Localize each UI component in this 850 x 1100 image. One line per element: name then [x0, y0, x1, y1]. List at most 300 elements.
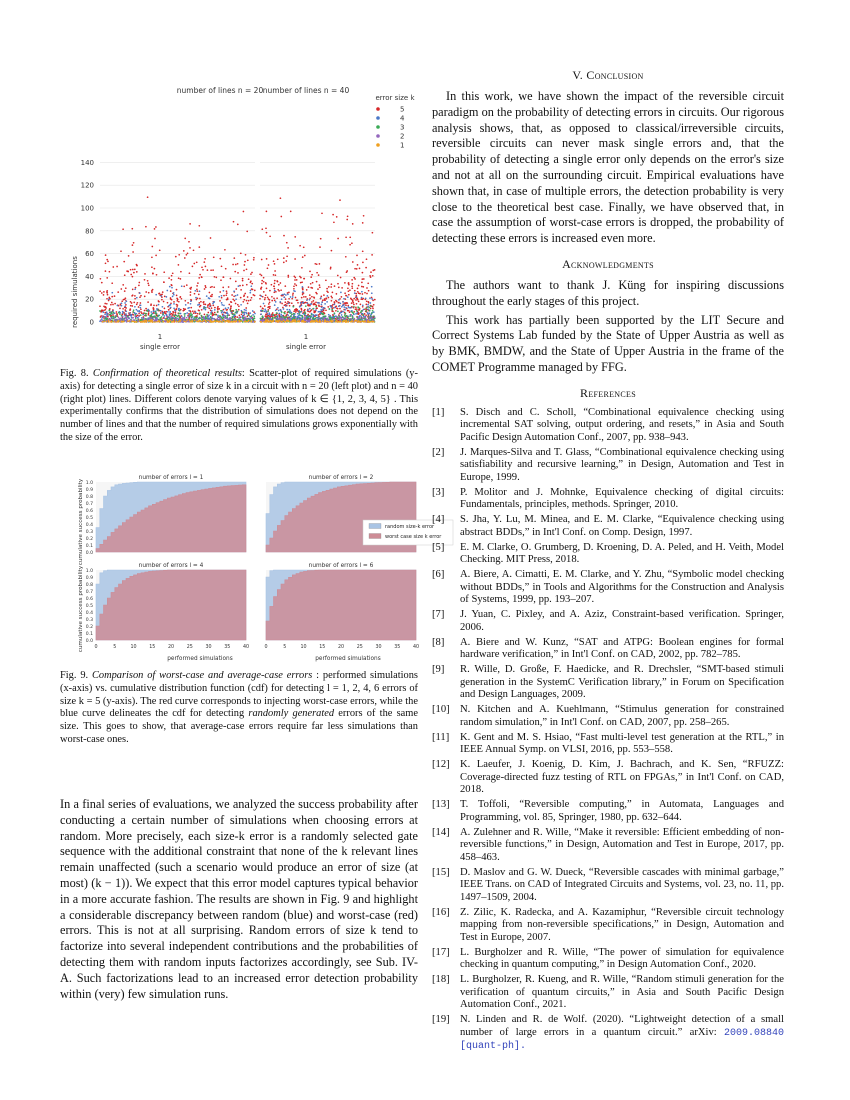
legend-marker: [376, 143, 380, 147]
scatter-point: [338, 317, 340, 319]
scatter-point: [203, 303, 205, 305]
scatter-point: [140, 321, 142, 323]
x-axis-label: performed simulations: [315, 656, 381, 662]
scatter-point: [293, 310, 295, 312]
scatter-point: [360, 304, 362, 306]
scatter-point: [146, 320, 148, 322]
scatter-point: [353, 321, 355, 323]
reference-number: [14]: [432, 826, 450, 838]
scatter-point: [352, 302, 354, 304]
scatter-point: [173, 294, 175, 296]
scatter-point: [245, 307, 247, 309]
scatter-point: [156, 274, 158, 276]
reference-item: [432, 514, 784, 539]
scatter-point: [353, 298, 355, 300]
x-tick-label: 15: [319, 645, 326, 650]
scatter-point: [111, 282, 113, 284]
scatter-point: [188, 307, 190, 309]
scatter-point: [367, 321, 369, 323]
scatter-point: [249, 292, 251, 294]
reference-item: [432, 827, 784, 865]
scatter-point: [328, 297, 330, 299]
x-tick-label: 10: [130, 645, 137, 650]
reference-item: [432, 799, 784, 824]
scatter-point: [247, 303, 249, 305]
scatter-point: [293, 285, 295, 287]
scatter-point: [232, 264, 234, 266]
scatter-point: [319, 320, 321, 322]
scatter-point: [218, 308, 220, 310]
scatter-point: [356, 317, 358, 319]
scatter-point: [105, 254, 107, 256]
scatter-point: [104, 303, 106, 305]
scatter-point: [178, 301, 180, 303]
scatter-point: [132, 251, 134, 253]
scatter-point: [144, 279, 146, 281]
scatter-point: [245, 309, 247, 311]
scatter-point: [178, 315, 180, 317]
scatter-point: [192, 266, 194, 268]
scatter-point: [331, 297, 333, 299]
scatter-point: [336, 317, 338, 319]
scatter-point: [109, 271, 111, 273]
scatter-point: [356, 310, 358, 312]
scatter-point: [238, 285, 240, 287]
scatter-point: [371, 298, 373, 300]
scatter-point: [303, 313, 305, 315]
scatter-point: [252, 314, 254, 316]
scatter-point: [198, 225, 200, 227]
scatter-point: [172, 296, 174, 298]
scatter-point: [357, 288, 359, 290]
scatter-point: [293, 306, 295, 308]
scatter-point: [191, 316, 193, 318]
scatter-point: [326, 317, 328, 319]
scatter-point: [128, 317, 130, 319]
scatter-point: [259, 298, 261, 300]
scatter-point: [194, 290, 196, 292]
scatter-point: [116, 311, 118, 313]
y-tick-label: 0.8: [85, 582, 93, 588]
reference-number: [12]: [432, 759, 450, 771]
scatter-point: [270, 318, 272, 320]
scatter-point: [290, 296, 292, 298]
scatter-point: [106, 303, 108, 305]
scatter-point: [273, 274, 275, 276]
scatter-point: [322, 318, 324, 320]
caption-italic: randomly generated: [248, 708, 335, 720]
scatter-point: [351, 242, 353, 244]
scatter-point: [169, 286, 171, 288]
scatter-point: [146, 313, 148, 315]
scatter-point: [347, 317, 349, 319]
scatter-point: [328, 308, 330, 310]
scatter-point: [369, 275, 371, 277]
scatter-point: [129, 312, 131, 314]
y-tick-label: 0.4: [85, 522, 93, 528]
scatter-point: [107, 294, 109, 296]
x-tick-label: 30: [205, 645, 212, 650]
reference-text: S. Disch and C. Scholl, “Combinational equivalence checking using incremental SAT solving, output ordering, and resets,” in Asia and South Pacific Design Automation Conf., 2007, pp. 938–943.: [460, 406, 784, 443]
scatter-point: [214, 312, 216, 314]
scatter-point: [234, 318, 236, 320]
scatter-point: [338, 305, 340, 307]
scatter-point: [251, 297, 253, 299]
scatter-point: [231, 312, 233, 314]
scatter-point: [156, 305, 158, 307]
y-tick-label: 0.7: [85, 501, 93, 507]
scatter-point: [231, 294, 233, 296]
scatter-point: [264, 308, 266, 310]
scatter-point: [307, 321, 309, 323]
scatter-point: [209, 305, 211, 307]
scatter-point: [221, 312, 223, 314]
scatter-point: [176, 304, 178, 306]
scatter-point: [190, 303, 192, 305]
scatter-point: [176, 298, 178, 300]
scatter-point: [289, 312, 291, 314]
scatter-point: [175, 312, 177, 314]
scatter-point: [202, 269, 204, 271]
scatter-point: [106, 298, 108, 300]
scatter-point: [267, 296, 269, 298]
scatter-point: [213, 256, 215, 258]
scatter-point: [124, 290, 126, 292]
reference-item: [432, 664, 784, 702]
scatter-point: [267, 267, 269, 269]
scatter-point: [336, 307, 338, 309]
y-tick-label: 100: [80, 204, 94, 213]
scatter-point: [370, 305, 372, 307]
reference-text: N. Linden and R. de Wolf. (2020). “Lightweight detection of a small number of large errors in a quantum circuit.” arXiv: 2009.08840 [quant-ph].: [460, 1014, 784, 1053]
scatter-point: [160, 310, 162, 312]
scatter-point: [201, 309, 203, 311]
scatter-point: [205, 309, 207, 311]
scatter-point: [330, 286, 332, 288]
scatter-point: [315, 309, 317, 311]
y-tick-label: 0.1: [85, 631, 93, 637]
reference-item: [432, 609, 784, 634]
scatter-point: [234, 300, 236, 302]
scatter-point: [233, 221, 235, 223]
scatter-point: [362, 272, 364, 274]
scatter-point: [203, 261, 205, 263]
scatter-point: [266, 258, 268, 260]
scatter-point: [369, 313, 371, 315]
scatter-point: [260, 295, 262, 297]
reference-list: [432, 407, 784, 1054]
scatter-point: [136, 297, 138, 299]
scatter-point: [266, 211, 268, 213]
scatter-point: [198, 320, 200, 322]
scatter-point: [231, 321, 233, 323]
caption-text: errors of the same size. This goes to show, that average-case errors require far less simulations than worst-case ones.: [60, 708, 418, 745]
scatter-point: [226, 292, 228, 294]
scatter-point: [295, 309, 297, 311]
scatter-point: [268, 264, 270, 266]
scatter-point: [318, 302, 320, 304]
scatter-point: [244, 321, 246, 323]
scatter-point: [264, 297, 266, 299]
scatter-point: [159, 321, 161, 323]
scatter-point: [294, 258, 296, 260]
scatter-point: [314, 314, 316, 316]
scatter-point: [167, 302, 169, 304]
reference-number: [19]: [432, 1014, 450, 1026]
scatter-point: [212, 269, 214, 271]
scatter-point: [369, 316, 371, 318]
scatter-point: [212, 313, 214, 315]
scatter-point: [371, 286, 373, 288]
scatter-point: [158, 309, 160, 311]
scatter-point: [328, 314, 330, 316]
scatter-point: [319, 246, 321, 248]
scatter-point: [233, 290, 235, 292]
scatter-point: [288, 292, 290, 294]
scatter-point: [166, 290, 168, 292]
scatter-point: [279, 314, 281, 316]
scatter-point: [247, 259, 249, 261]
reference-text: S. Jha, Y. Lu, M. Minea, and E. M. Clarke, “Equivalence checking using abstract BDDs,” in Int'l Conf. on Comp. Design, 1997.: [460, 514, 784, 538]
scatter-point: [349, 236, 351, 238]
scatter-point: [132, 317, 134, 319]
scatter-point: [140, 295, 142, 297]
scatter-point: [353, 318, 355, 320]
reference-item: [432, 759, 784, 797]
scatter-point: [325, 279, 327, 281]
scatter-point: [210, 237, 212, 239]
scatter-point: [166, 296, 168, 298]
scatter-point: [210, 269, 212, 271]
scatter-point: [225, 307, 227, 309]
scatter-point: [221, 316, 223, 318]
scatter-point: [224, 315, 226, 317]
x-tick-label: 1: [303, 333, 309, 341]
scatter-point: [245, 311, 247, 313]
scatter-point: [150, 311, 152, 313]
scatter-point: [309, 303, 311, 305]
panel-title: number of errors l = 2: [308, 475, 374, 481]
scatter-point: [268, 312, 270, 314]
scatter-point: [207, 306, 209, 308]
scatter-point: [358, 285, 360, 287]
scatter-point: [125, 307, 127, 309]
scatter-point: [134, 269, 136, 271]
scatter-point: [102, 311, 104, 313]
scatter-point: [318, 274, 320, 276]
scatter-point: [312, 282, 314, 284]
scatter-point: [355, 313, 357, 315]
scatter-point: [148, 314, 150, 316]
scatter-point: [204, 314, 206, 316]
reference-number: [13]: [432, 799, 450, 811]
scatter-point: [353, 306, 355, 308]
scatter-point: [286, 255, 288, 257]
scatter-point: [144, 312, 146, 314]
scatter-point: [111, 302, 113, 304]
scatter-point: [347, 316, 349, 318]
scatter-point: [335, 321, 337, 323]
scatter-point: [273, 260, 275, 262]
scatter-point: [332, 292, 334, 294]
scatter-point: [302, 256, 304, 258]
scatter-point: [243, 313, 245, 315]
scatter-point: [331, 250, 333, 252]
scatter-point: [279, 320, 281, 322]
scatter-point: [176, 300, 178, 302]
arxiv-link[interactable]: 2009.08840 [quant-ph].: [460, 1027, 784, 1053]
scatter-point: [243, 211, 245, 213]
scatter-point: [144, 273, 146, 275]
scatter-point: [114, 321, 116, 323]
scatter-point: [321, 310, 323, 312]
scatter-point: [196, 261, 198, 263]
scatter-point: [336, 216, 338, 218]
scatter-point: [270, 315, 272, 317]
scatter-point: [120, 250, 122, 252]
scatter-point: [238, 305, 240, 307]
reference-item: [432, 1014, 784, 1054]
scatter-point: [265, 294, 267, 296]
scatter-point: [223, 290, 225, 292]
scatter-point: [331, 309, 333, 311]
scatter-point: [259, 273, 261, 275]
scatter-point: [239, 317, 241, 319]
scatter-point: [199, 274, 201, 276]
scatter-point: [152, 307, 154, 309]
scatter-point: [281, 294, 283, 296]
reference-text: A. Biere and W. Kunz, “SAT and ATPG: Boolean engines for formal hardware verification,” in Int'l Conf. on CAD, 2002, pp. 782–785.: [460, 636, 784, 661]
scatter-point: [138, 313, 140, 315]
y-tick-label: 0.2: [85, 536, 93, 542]
scatter-point: [327, 306, 329, 308]
scatter-point: [169, 304, 171, 306]
scatter-point: [355, 308, 357, 310]
scatter-point: [267, 321, 269, 323]
scatter-point: [335, 310, 337, 312]
scatter-point: [136, 309, 138, 311]
scatter-point: [311, 274, 313, 276]
scatter-point: [211, 307, 213, 309]
scatter-point: [286, 309, 288, 311]
scatter-point: [350, 298, 352, 300]
scatter-point: [221, 302, 223, 304]
scatter-point: [261, 259, 263, 261]
scatter-point: [260, 310, 262, 312]
scatter-point: [272, 320, 274, 322]
scatter-point: [323, 313, 325, 315]
scatter-point: [352, 223, 354, 225]
reference-number: [8]: [432, 636, 445, 648]
scatter-point: [251, 283, 253, 285]
scatter-point: [228, 304, 230, 306]
legend-label: 1: [400, 141, 405, 150]
scatter-point: [262, 315, 264, 317]
scatter-point: [159, 249, 161, 251]
scatter-point: [349, 244, 351, 246]
scatter-point: [184, 238, 186, 240]
scatter-point: [134, 288, 136, 290]
scatter-point: [285, 316, 287, 318]
scatter-point: [162, 306, 164, 308]
scatter-point: [310, 316, 312, 318]
scatter-point: [168, 277, 170, 279]
scatter-point: [345, 256, 347, 258]
scatter-point: [319, 286, 321, 288]
scatter-point: [211, 296, 213, 298]
scatter-point: [214, 320, 216, 322]
scatter-point: [160, 320, 162, 322]
scatter-point: [173, 292, 175, 294]
scatter-point: [204, 285, 206, 287]
scatter-point: [351, 311, 353, 313]
scatter-point: [116, 266, 118, 268]
scatter-point: [357, 299, 359, 301]
scatter-point: [147, 283, 149, 285]
reference-item: [432, 907, 784, 945]
scatter-point: [371, 312, 373, 314]
scatter-point: [241, 313, 243, 315]
scatter-point: [336, 293, 338, 295]
scatter-point: [368, 290, 370, 292]
scatter-point: [342, 311, 344, 313]
scatter-point: [280, 289, 282, 291]
scatter-point: [194, 320, 196, 322]
scatter-point: [207, 304, 209, 306]
scatter-point: [371, 297, 373, 299]
scatter-point: [340, 292, 342, 294]
scatter-point: [206, 295, 208, 297]
scatter-point: [362, 314, 364, 316]
scatter-point: [350, 307, 352, 309]
scatter-point: [151, 256, 153, 258]
scatter-point: [248, 278, 250, 280]
scatter-point: [265, 283, 267, 285]
scatter-point: [117, 321, 119, 323]
scatter-point: [213, 301, 215, 303]
scatter-point: [242, 278, 244, 280]
scatter-point: [145, 315, 147, 317]
scatter-point: [319, 311, 321, 313]
scatter-point: [331, 283, 333, 285]
scatter-point: [269, 235, 271, 237]
scatter-point: [356, 255, 358, 257]
scatter-point: [223, 312, 225, 314]
scatter-point: [244, 264, 246, 266]
scatter-point: [176, 318, 178, 320]
scatter-point: [363, 321, 365, 323]
scatter-point: [218, 296, 220, 298]
scatter-point: [343, 317, 345, 319]
scatter-point: [135, 318, 137, 320]
scatter-point: [279, 301, 281, 303]
scatter-point: [130, 269, 132, 271]
scatter-point: [356, 268, 358, 270]
scatter-point: [221, 304, 223, 306]
scatter-point: [199, 290, 201, 292]
scatter-point: [364, 292, 366, 294]
scatter-point: [136, 321, 138, 323]
scatter-point: [205, 317, 207, 319]
scatter-point: [333, 301, 335, 303]
scatter-point: [362, 250, 364, 252]
scatter-point: [140, 314, 142, 316]
scatter-point: [110, 304, 112, 306]
scatter-point: [283, 293, 285, 295]
reference-item: [432, 542, 784, 567]
scatter-point: [321, 307, 323, 309]
scatter-point: [267, 307, 269, 309]
